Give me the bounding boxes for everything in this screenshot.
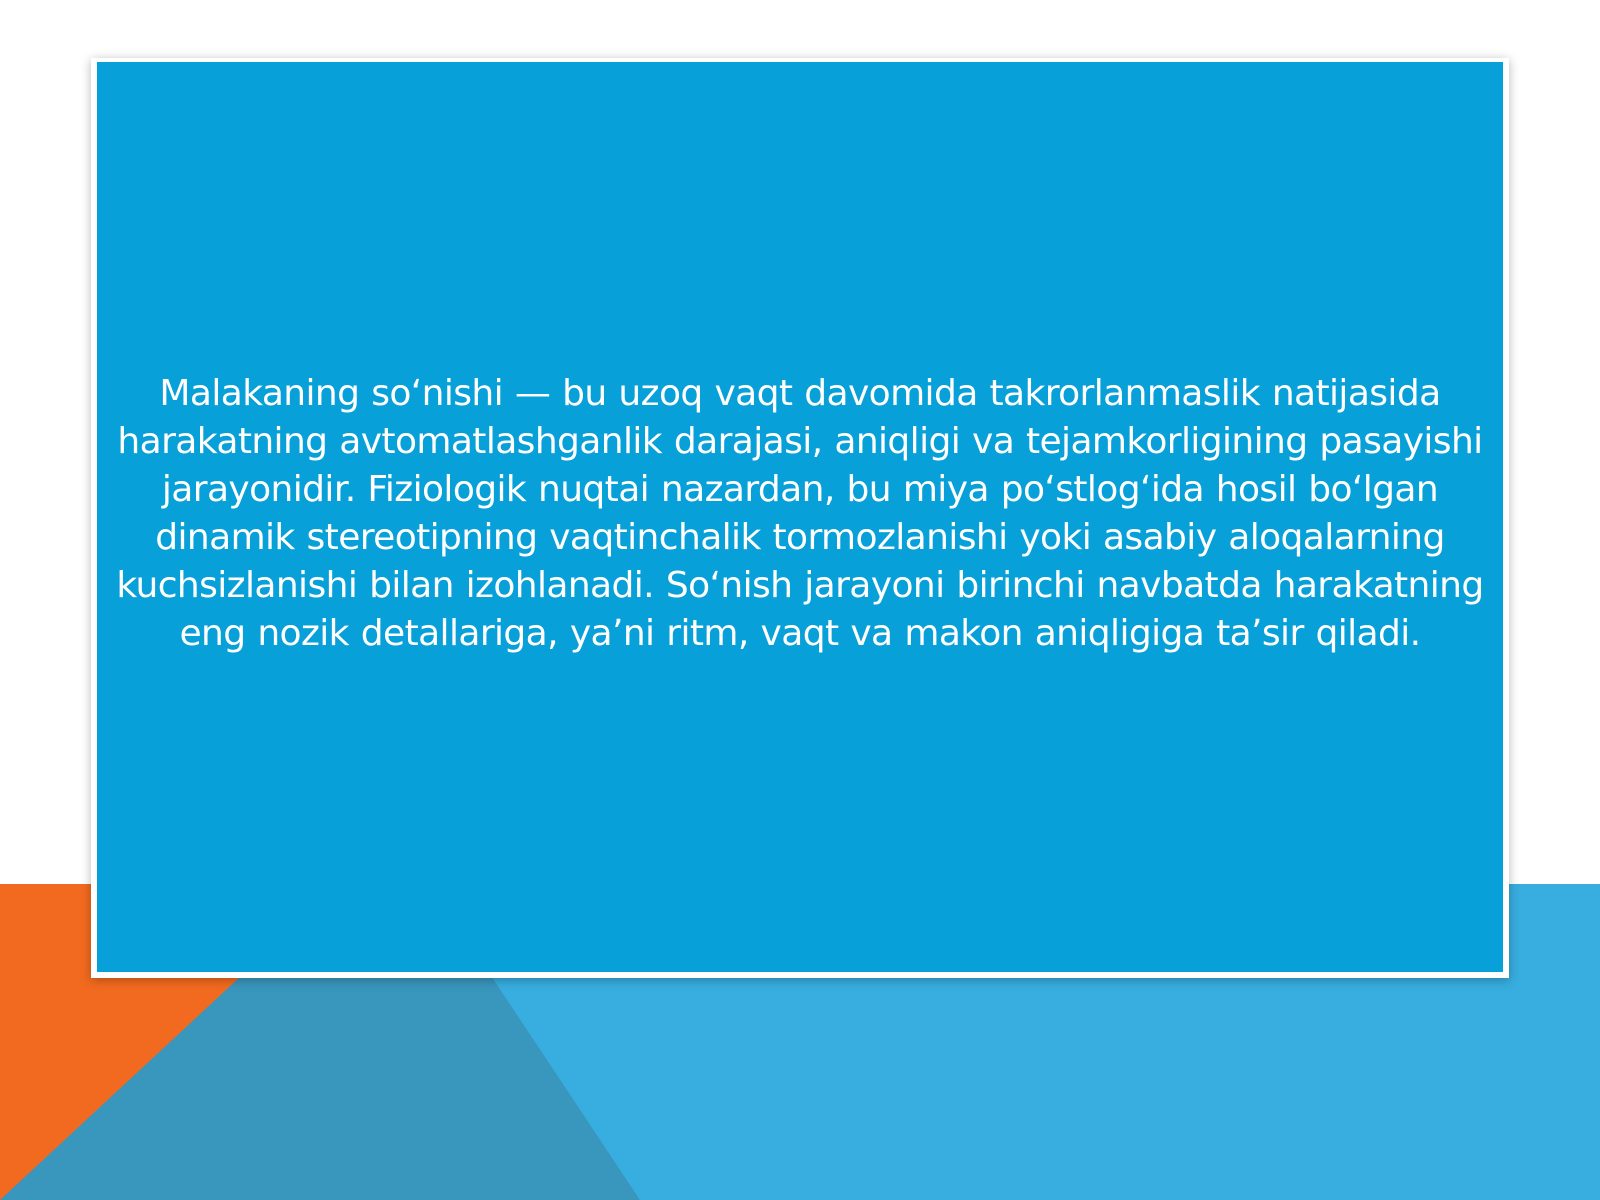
content-panel (97, 62, 1503, 972)
content-card (91, 58, 1509, 978)
body-text: Malakaning so‘nishi — bu uzoq vaqt davomida takrorlanmaslik natijasida harakatning avtomatlashganlik darajasi, aniqligi va tejamkorligining pasayishi jarayonidir. Fiziologik nuqtai nazardan, bu miya po‘stlog‘ida hosil bo‘lgan dinamik stereotipning vaqtinchalik tormozlanishi yoki asabiy aloqalarning kuchsizlanishi bilan izohlanadi. So‘nish jarayoni birinchi navbatda harakatning eng nozik detallariga, ya’ni ritm, vaqt va makon aniqligiga ta’sir qiladi. (116, 373, 1484, 654)
